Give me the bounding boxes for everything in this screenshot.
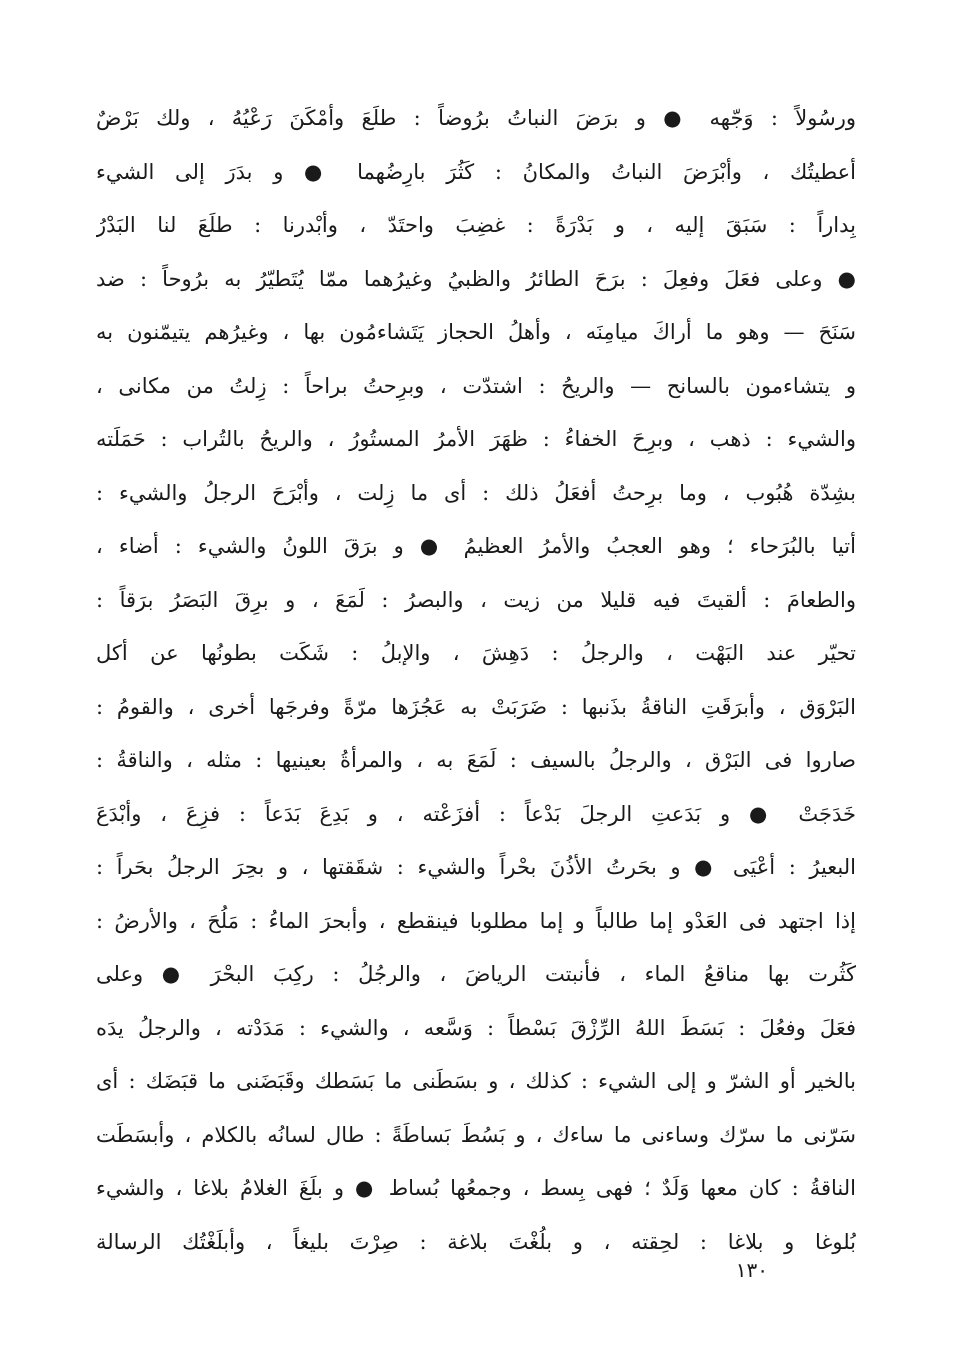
text-line: بِداراً : سَبَقَ إليه ، و بَدْرَةً : غضِبَ واحتَدّ ، وأبْدرنا : طلَعَ لنا البَدْرُ xyxy=(96,213,856,237)
body-text xyxy=(96,92,856,1269)
text-line: أتيا بالبُرَحاء ؛ وهو العجبُ والأمرُ العظيمُ ● و برَقَ اللونُ والشيء : أضاء ، xyxy=(96,534,856,558)
text-line: ● وعلى فعَلَ وفعِلَ : برَحَ الطائرُ والظبيُ وغيرُهما ممّا يُتَطيّرُ به برُوحاً : ضد xyxy=(96,266,856,291)
text-line: البَرْوَق ، وأبرَقَتِ الناقةُ بذَنبها : ضَرَبَتْ به عَجُزَها مرّةً وفرجَها أخرى ، والقومُ : xyxy=(96,694,856,719)
text-line: بالخير أو الشرّ و إلى الشيء : كذلك ، و بسَطَنى ما بَسَطك وقَبَضَنى ما قبَضَك : أى xyxy=(96,1069,856,1093)
text-line: صاروا فى البَرْق ، والرجلُ بالسيف : لَمَعَ به ، والمرأةُ بعينيها : مثله ، والناقةُ : xyxy=(96,748,856,772)
text-line: بُلوغا و بلاغا : لحِقته ، و بلُغْتَ بلاغة : صِرْتَ بليغاً ، وأبلَغْتُك الرسالة xyxy=(96,1229,856,1254)
text-line: تحيّر عند البَهْت ، والرجلُ : دَهِشَ ، والإبلُ : شَكَت بطونُها عن أكل xyxy=(96,641,856,665)
page-number: ١٣٠ xyxy=(735,1258,768,1282)
text-line: والطعامَ : ألقيتَ فيه قليلا من زيت ، والبصرُ : لَمَعَ ، و برِقَ البَصَرُ برَقاً : xyxy=(96,587,856,612)
text-line: الناقةُ : كان معها وَلَدٌ ؛ فهى بِسط ، وجمعُها بُساط ● و بلَغَ الغلامُ بلاغا ، والشيء xyxy=(96,1176,856,1200)
text-line: فعَلَ وفعُلَ : بَسَطَ اللهُ الرِّزْقَ بَسْطاً : وَسَّعه ، والشيء : مَدَدْته ، والرجلُ يدَه xyxy=(96,1015,856,1040)
text-line: و يتشاءمون بالسانح — والريحُ : اشتدّت ، وبرِحتُ براحاً : زِلتُ من مكانى ، xyxy=(96,373,856,398)
text-line: أعطيتُك ، وأبْرَضَ النباتُ والمكانُ : كَثُرَ بارِضُهما ● و بدَرَ إلى الشيء xyxy=(96,159,856,184)
text-line: إذا اجتهد فى العَدْو إما طالباً و إما مطلوبا فينقطع ، وأبحرَ الماءُ : مَلُحَ ، والأرضُ : xyxy=(96,908,856,933)
text-line: سَنَحَ — وهو ما أراكَ ميامِنَه ، وأهلُ الحجاز يَتَشاءمُون بها ، وغيرُهم يتيمّنون به xyxy=(96,320,856,344)
text-line: سَرّنى ما سرّك وساءنى ما ساءك ، و بَسُطَ بَساطَةً : طال لسانُه بالكلام ، وأبسَطَت xyxy=(96,1122,856,1147)
text-line: ورسُولاً : وَجّهه ● و برَضَ النباتُ برُوضاً : طلَعَ وأمْكَنَ رَعْيُهُ ، ولك بَرْضٌ xyxy=(96,106,856,130)
text-line: البعيرُ : أعْيَى ● و بحَرتُ الأذُنَ بحْراً والشيء : شقَقتها ، و بحِرَ الرجلُ بحَراً : xyxy=(96,855,856,879)
text-line: بشِدّة هُبُوب ، وما برِحتُ أفعَلُ ذلك : أى ما زِلت ، وأبْرَحَ الرجلُ والشيء : xyxy=(96,480,856,505)
text-line: خَدَجَتْ ● و بَدَعتِ الرجلَ بَدْعاً : أفزَعْته ، و بَدِعَ بَدَعاً : فزِعَ ، وأبْدَعَ xyxy=(96,801,856,826)
text-line: كَثُرت بها مناقعُ الماء ، فأنبتت الرياضَ ، والرجُلُ : ركِبَ البحْرَ ● وعلى xyxy=(96,962,856,986)
text-line: والشيء : ذهب ، وبرِحَ الخفاءُ : ظهَرَ الأمرُ المستُورُ ، والريحُ بالتُراب : حَمَلَته xyxy=(96,427,856,451)
